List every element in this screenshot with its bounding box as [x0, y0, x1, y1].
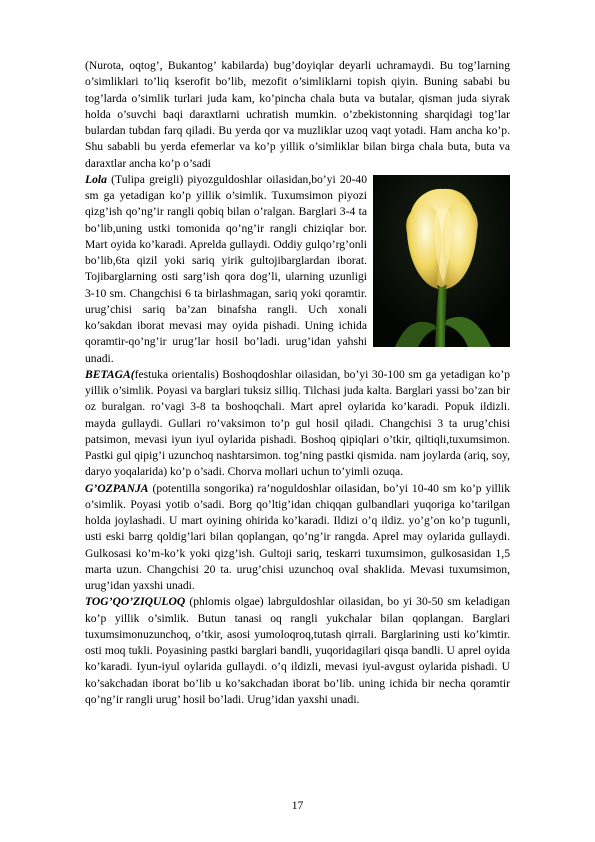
- gozpanja-paragraph: [85, 481, 510, 595]
- page-number: 17: [291, 800, 304, 812]
- togqoziquloq-paragraph: [85, 594, 510, 708]
- gozpanja-text: (potentilla songorika) ra’noguldoshlar oilasidan, bo’yi 10-40 sm ko’p yillik o’simlik. Poyasi yotib o’sadi. Borg qo’ltig’idan chiqqan gulbandlari yuqoriga ko’tarilgan holda joylashadi. U mart oyining ohirida ko’karadi. Ildizi o’q ildiz. yo’g’on ko’p tugunli, usti eski barrg qoldig’lari bilan qoplangan, qo’ng’ir rangda. Aprel may oylarida gullaydi. Gulkosasi ko’m-ko’k yoki qizg’ish. Gultoji sariq, teskarri tuxumsimon, gulkosasidan 1,5 marta uzun. Changchisi 20 ta. urug’chisi uzunchoq oval shaklida. Mevasi tuxumsimon, urug’idan yaxshi unadi.: [85, 481, 510, 592]
- page-content: [85, 58, 510, 708]
- lola-section: [85, 172, 510, 367]
- intro-paragraph: (Nurota, oqtog’, Bukantog’ kabilarda) bug’doyiqlar deyarli uchramaydi. Bu tog’larning o’simliklari to’liq kserofit bo’lib, mezofit o’simliklarni topish qiyin. Buning sababi bu tog’larda o’simlik turlari juda kam, ko’pincha chala buta va butalar, qisman juda siyrak holda o’suvchi baqi daraxtlarni uchratish mumkin. o’zbekistonning sharqidagi tog’lar bulardan tubdan farq qiladi. Bu yerda qor va muzliklar uzoq vaqt yotadi. Ham ancha ko’p. Shu sababli bu yerda efemerlar va ko’p yillik o’simliklar bilan birga chala buta, buta va daraxtlar ancha ko’p o’sadi: [85, 59, 510, 170]
- gozpanja-term: G’OZPANJA: [85, 481, 149, 495]
- betaga-paragraph: [85, 367, 510, 481]
- togqoziquloq-text: (phlomis olgae) labrguldoshlar oilasidan, bo yi 30-50 sm keladigan ko’p yillik o’simlik. Butun tanasi oq rangli yukchalar bilan qoplangan. Barglari tuxumsimonuzunchoq, o’tkir, asosi yumoloqroq,tutash qirrali. Barglarining usti ko’kimtir. osti moq tukli. Poyasining pastki barglari bandli, yuqoridagilari qisqa bandli. U aprel oyida ko’karadi. Iyun-iyul oylarida gullaydi. o’q ildizli, mevasi iyul-avgust oylarida pishadi. U ko’sakchadan iborat bo’lib u ko’sakchadan iborat bo’lib. uning ichida bir necha qoramtir qo’ng’ir rangli urug’ hosil bo’ladi. Urug’idan yaxshi unadi.: [85, 595, 510, 706]
- togqoziquloq-term: TOG’QO’ZIQULOQ: [85, 595, 186, 609]
- lola-term: Lola: [85, 172, 107, 186]
- tulip-photo: [373, 175, 510, 347]
- tulip-image: [373, 175, 510, 347]
- betaga-text: festuka orientalis) Boshoqdoshlar oilasidan, bo’yi 30-100 sm ga yetadigan ko’p yillik o’simlik. Poyasi va barglari tuksiz silliq. Tilchasi juda kalta. Barglari yassi bo’zan bir oz buralgan. ro’vagi 3-8 ta boshoqchali. Mart aprel oylarida ko’karadi. Popuk ildizli. mayda gullaydi. Gullari ro’vaksimon to’p gul hosil qiladi. Changchisi 3 ta urug’chisi patsimon, mevasi iyun iyul oylarida pishadi. Boshoq qipiqlari o’tkir, qiltiqli,tuxumsimon. Pastki gul qipig’i uzunchoq nashtarsimon. tog’ning pastki qismida. nam joylarda (ariq, soy, daryo yoqalarida) ko’p o’sadi. Chorva mollari uchun to’yimli ozuqa.: [85, 367, 510, 479]
- betaga-term: BETAGA(: [85, 367, 135, 381]
- lola-text: (Tulipa greigli) piyozguldoshlar oilasidan,bo’yi 20-40 sm ga yetadigan ko’p yillik o’simlik. Tuxumsimon piyozi qizg’ish qo’ng’ir rangli qobiq bilan o’ralgan. Barglari 3-4 ta bo’lib,uning ustki tomonida qo’ng’ir rangli chiziqlar bor. Mart oyida ko’karadi. Aprelda gullaydi. Oddiy gulqo’rg’onli bo’lib,6ta qizil yoki sariq yirik gultojibarglardan iborat. Tojibarglarning osti sarg’ish qora dog’li, ularning uzunligi 3-10 sm. Changchisi 6 ta birlashmagan, sariq yoki qoramtir. urug’chisi sariq ba’zan binafsha rangli. Uch xonali ko’sakdan iborat mevasi may oyida pishadi. Uning ichida qoramtir-qo’ng’ir urug’lar hosil bo’ladi. urug’idan yahshi unadi.: [85, 172, 367, 365]
